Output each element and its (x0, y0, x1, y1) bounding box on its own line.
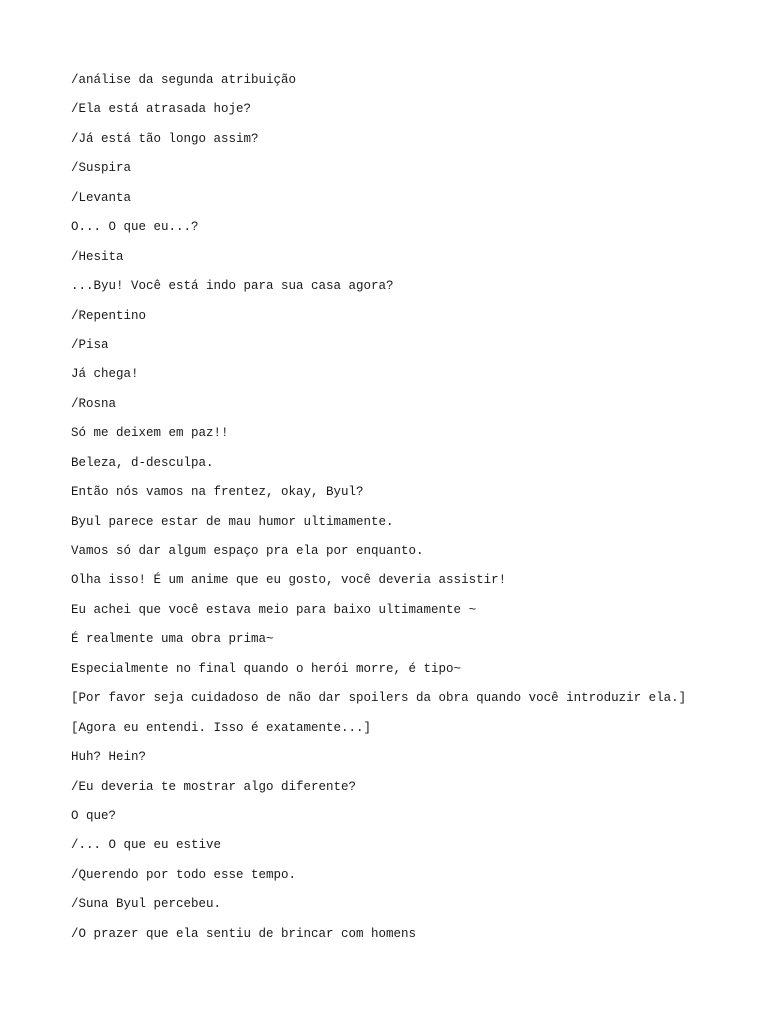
script-line: /Suna Byul percebeu. (71, 897, 222, 912)
script-line: Byul parece estar de mau humor ultimamente. (71, 514, 394, 529)
script-line: Olha isso! É um anime que eu gosto, você deveria assistir! (71, 573, 507, 588)
script-line: /Já está tão longo assim? (71, 131, 259, 146)
script-line: /... O que eu estive (71, 838, 222, 853)
script-line: /Ela está atrasada hoje? (71, 102, 252, 117)
script-line: O que? (71, 808, 117, 823)
script-line: É realmente uma obra prima~ (71, 632, 274, 647)
script-line: Então nós vamos na frentez, okay, Byul? (71, 485, 364, 500)
script-line: Especialmente no final quando o herói morre, é tipo~ (71, 661, 462, 676)
script-line: /Repentino (71, 308, 147, 323)
script-line: /análise da segunda atribuição (71, 73, 297, 87)
script-line: /Rosna (71, 396, 117, 411)
script-line: Huh? Hein? (71, 750, 147, 765)
script-lines (71, 71, 686, 954)
script-line: /Hesita (71, 249, 124, 264)
script-line: /Pisa (71, 337, 109, 352)
script-line: Vamos só dar algum espaço pra ela por enquanto. (71, 544, 424, 558)
script-line: [Por favor seja cuidadoso de não dar spoilers da obra quando você introduzir ela.] (71, 691, 687, 706)
script-line: Beleza, d-desculpa. (71, 455, 214, 470)
script-line: O... O que eu...? (71, 220, 199, 235)
script-line: [Agora eu entendi. Isso é exatamente...] (71, 720, 372, 735)
script-line: /O prazer que ela sentiu de brincar com homens (71, 926, 417, 941)
script-line: Só me deixem em paz!! (71, 426, 229, 441)
script-line: /Querendo por todo esse tempo. (71, 867, 297, 882)
script-line: ...Byu! Você está indo para sua casa agora? (71, 279, 394, 294)
script-line: /Eu deveria te mostrar algo diferente? (71, 779, 357, 794)
script-line: Já chega! (71, 367, 139, 382)
script-line: /Levanta (71, 190, 132, 205)
script-line: /Suspira (71, 161, 132, 176)
script-line: Eu achei que você estava meio para baixo ultimamente ~ (71, 602, 477, 617)
